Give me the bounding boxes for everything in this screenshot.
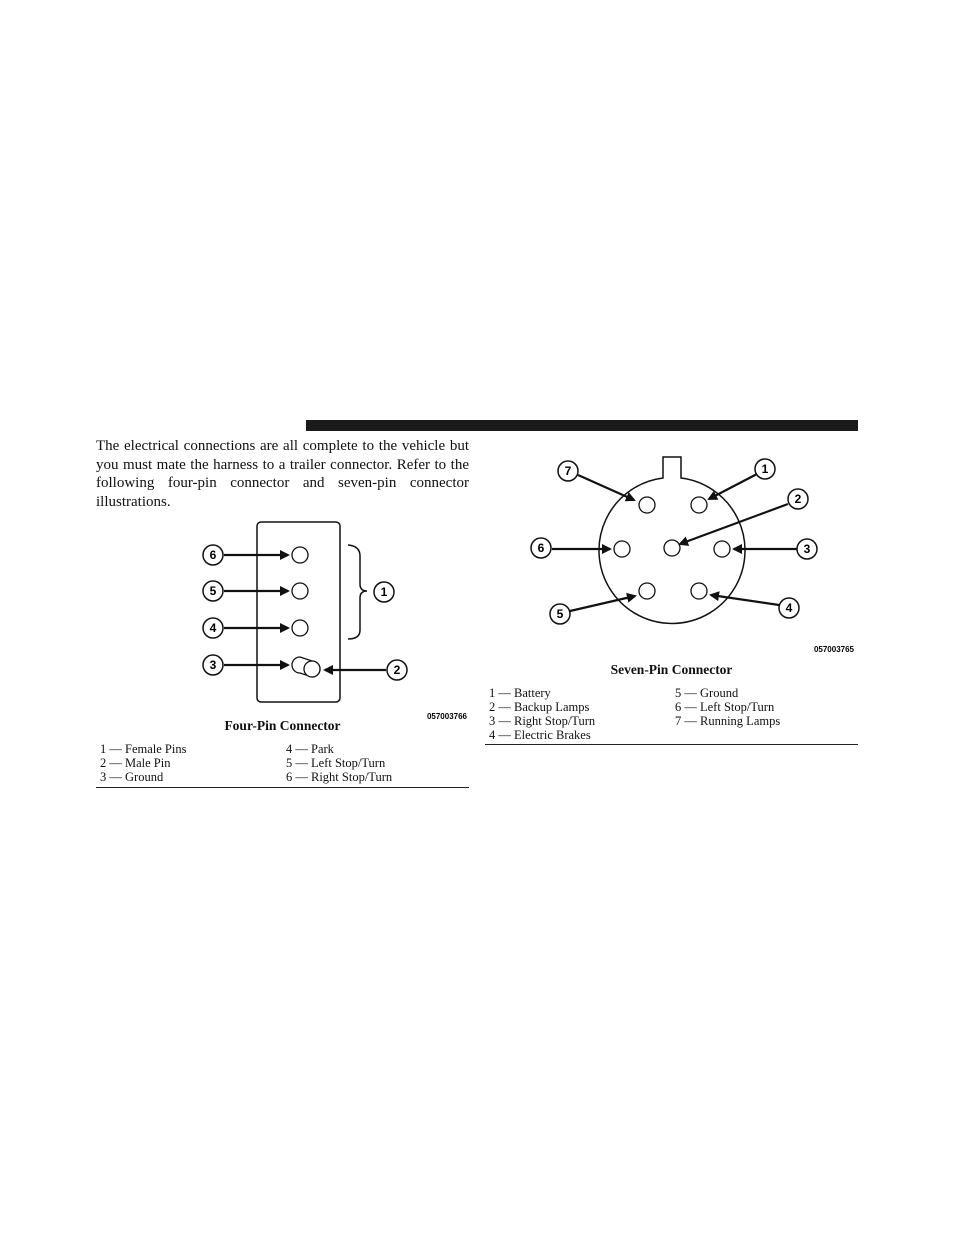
figure-code: 057003765	[813, 645, 854, 654]
callout-number: 5	[556, 607, 564, 621]
callout-number: 2	[393, 663, 401, 677]
pin-7	[639, 497, 655, 513]
callout-number: 3	[209, 658, 217, 672]
callout-number: 3	[803, 542, 811, 556]
pin-6	[614, 541, 630, 557]
legend-item: 7 — Running Lamps	[675, 714, 781, 728]
legend-item: 6 — Left Stop/Turn	[675, 700, 775, 714]
callout-number: 5	[209, 584, 217, 598]
legend-item: 5 — Left Stop/Turn	[286, 756, 386, 770]
seven-pin-connector-diagram	[520, 450, 860, 660]
legend-item: 4 — Park	[286, 742, 334, 756]
seven-pin-legend	[485, 686, 858, 745]
intro-paragraph: The electrical connections are all complete to the vehicle but you must mate the harness to a trailer connector. Refer to the following four-pin connector and seven-pin connector illustrations.	[96, 438, 469, 510]
legend-item: 3 — Ground	[100, 770, 164, 784]
callout-number: 6	[537, 541, 545, 555]
callout-arrow	[709, 474, 757, 499]
legend-item: 4 — Electric Brakes	[489, 728, 591, 742]
pin-2	[664, 540, 680, 556]
callout-number: 4	[209, 621, 217, 635]
legend-item: 1 — Battery	[489, 686, 551, 700]
callout-number: 1	[380, 585, 388, 599]
four-pin-legend	[96, 742, 469, 788]
pin-3	[714, 541, 730, 557]
four-pin-caption: Four-Pin Connector	[224, 718, 341, 733]
callout-arrow	[578, 475, 634, 500]
callout-number: 7	[564, 464, 572, 478]
legend-item: 2 — Backup Lamps	[489, 700, 590, 714]
legend-item: 3 — Right Stop/Turn	[489, 714, 596, 728]
female-pins-brace	[348, 545, 367, 639]
callout-number: 4	[785, 601, 793, 615]
callout-number: 6	[209, 548, 217, 562]
female-pin	[292, 583, 308, 599]
legend-item: 1 — Female Pins	[100, 742, 187, 756]
legend-item: 6 — Right Stop/Turn	[286, 770, 393, 784]
legend-item: 5 — Ground	[675, 686, 739, 700]
callout-number: 1	[761, 462, 769, 476]
female-pin	[292, 620, 308, 636]
four-pin-connector-diagram	[195, 515, 475, 725]
pin-5	[639, 583, 655, 599]
seven-pin-caption: Seven-Pin Connector	[610, 662, 733, 677]
figure-code: 057003766	[426, 712, 467, 721]
section-header-bar	[306, 420, 858, 431]
pin-1	[691, 497, 707, 513]
male-pin	[304, 661, 320, 677]
female-pin	[292, 547, 308, 563]
callout-number: 2	[794, 492, 802, 506]
pin-4	[691, 583, 707, 599]
legend-item: 2 — Male Pin	[100, 756, 171, 770]
